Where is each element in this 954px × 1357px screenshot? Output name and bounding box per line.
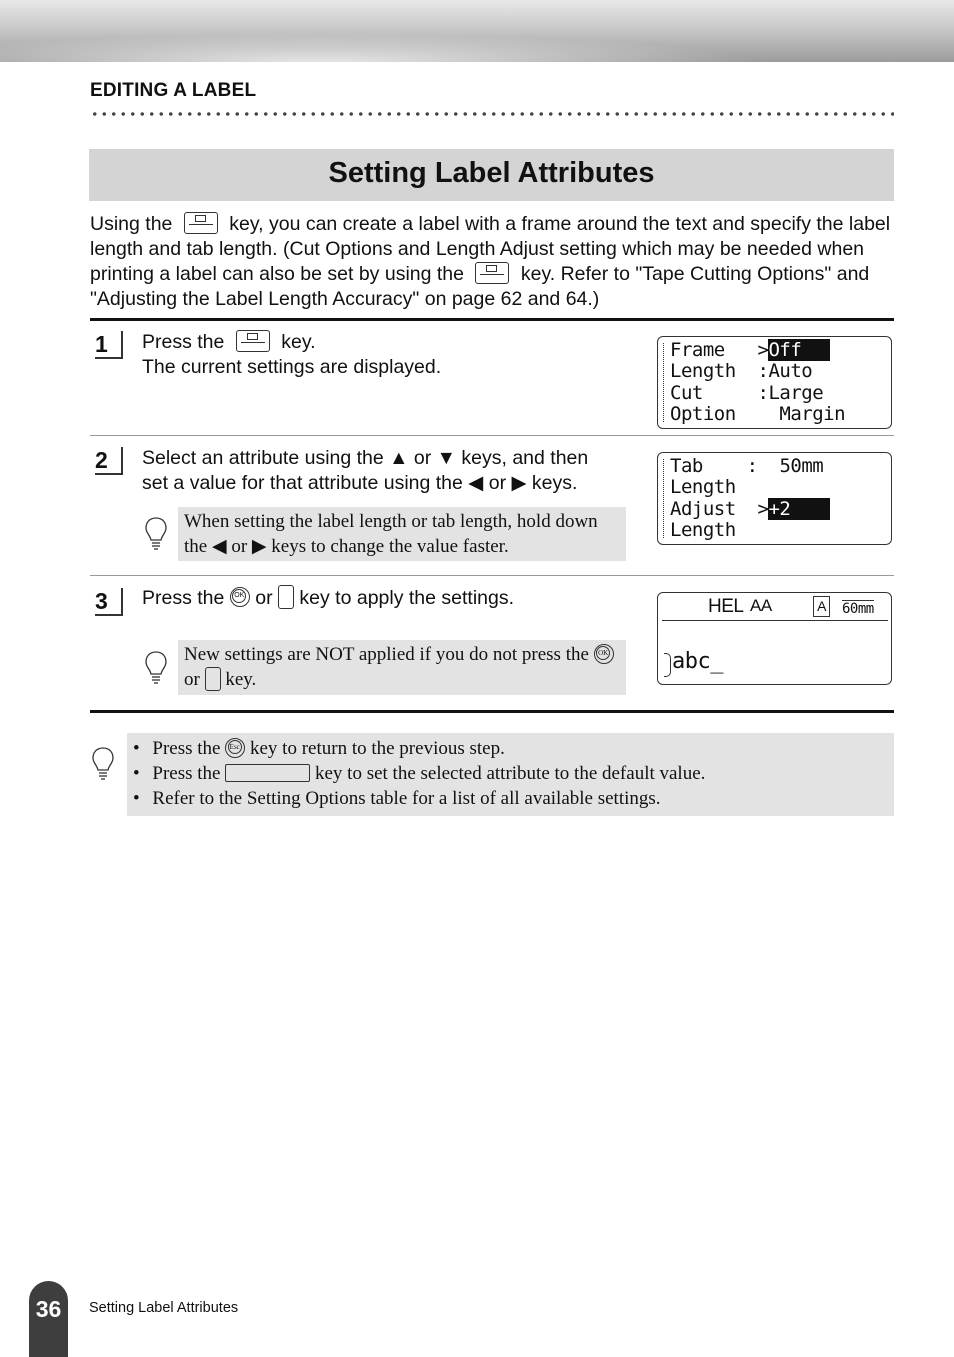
top-banner (0, 0, 954, 62)
space-key-icon (225, 764, 310, 782)
enter-key-icon (205, 667, 221, 691)
lcd-status-text: HEL (708, 596, 744, 617)
step-number: 3 (95, 588, 123, 616)
section-rule (90, 318, 894, 321)
setting-key-icon (184, 212, 218, 234)
right-arrow-icon: ▶ (511, 472, 527, 494)
scroll-indicator (663, 343, 664, 422)
tip-item: • Refer to the Setting Options table for a list of all available settings. (133, 786, 894, 811)
right-arrow-icon: ▶ (251, 536, 267, 557)
lcd-display-2: Tab : 50mm Length Adjust >+2 Length (657, 452, 892, 545)
setting-key-icon (236, 330, 270, 352)
page-title: Setting Label Attributes (328, 157, 655, 189)
step-divider (90, 575, 894, 576)
tip-item: • Press the key to set the selected attribute to the default value. (133, 761, 894, 786)
section-header: EDITING A LABEL (90, 80, 257, 101)
lcd-length: 60mm (842, 601, 874, 617)
tips-box (127, 733, 894, 816)
ok-key-icon: OK (594, 644, 614, 664)
step-divider (90, 435, 894, 436)
step-2-note: When setting the label length or tab length, hold down the ◀ or ▶ keys to change the value faster. (178, 507, 626, 561)
step-2-text: Select an attribute using the ▲ or ▼ keys, and then set a value for that attribute using the ◀ or ▶ keys. (142, 447, 589, 494)
hint-bulb-icon (145, 516, 167, 550)
esc-key-icon: Esc (225, 738, 245, 758)
step-1-text: Press the key. The current settings are displayed. (142, 331, 442, 378)
lcd-display-3 (657, 592, 892, 685)
step-3-text: Press the OK or key to apply the settings. (142, 586, 514, 611)
lcd-font-glyph: AA (750, 596, 772, 615)
section-rule (90, 710, 894, 713)
setting-key-icon (475, 262, 509, 284)
page-number: 36 (29, 1281, 68, 1357)
lcd-selected-value: +2 (768, 498, 830, 520)
lcd-cursor-marker (664, 653, 671, 677)
hint-bulb-icon (145, 650, 167, 684)
ok-key-icon: OK (230, 587, 250, 607)
lcd-tab-icon: A (813, 596, 830, 617)
left-arrow-icon: ◀ (468, 472, 484, 494)
left-arrow-icon: ◀ (211, 536, 227, 557)
enter-key-icon (278, 585, 294, 609)
step-number: 1 (95, 331, 123, 359)
footer-text: Setting Label Attributes (89, 1300, 239, 1316)
title-box (89, 149, 894, 201)
hint-bulb-icon (92, 746, 114, 780)
intro-paragraph: Using the key, you can create a label with a frame around the text and specify the label length and tab length. (Cut Options and Length Adjust setting which may be needed when printing a label can also be set by using the key. Refer to "Tape Cutting Options" and "Adjusting the Label Length Accuracy" on page 62 and 64.) (90, 213, 891, 310)
tip-item: • Press the Esc key to return to the previous step. (133, 736, 894, 761)
lcd-display-1: Frame >Off Length :Auto Cut :Large Option Margin (657, 336, 892, 429)
dotted-divider (90, 111, 894, 117)
down-arrow-icon: ▼ (436, 447, 456, 469)
step-3-note: New settings are NOT applied if you do not press the OK or key. (178, 640, 626, 695)
lcd-selected-value: Off (768, 339, 830, 361)
lcd-text: abc_ (672, 649, 723, 674)
up-arrow-icon: ▲ (389, 447, 409, 469)
step-number: 2 (95, 447, 123, 475)
scroll-indicator (663, 459, 664, 538)
